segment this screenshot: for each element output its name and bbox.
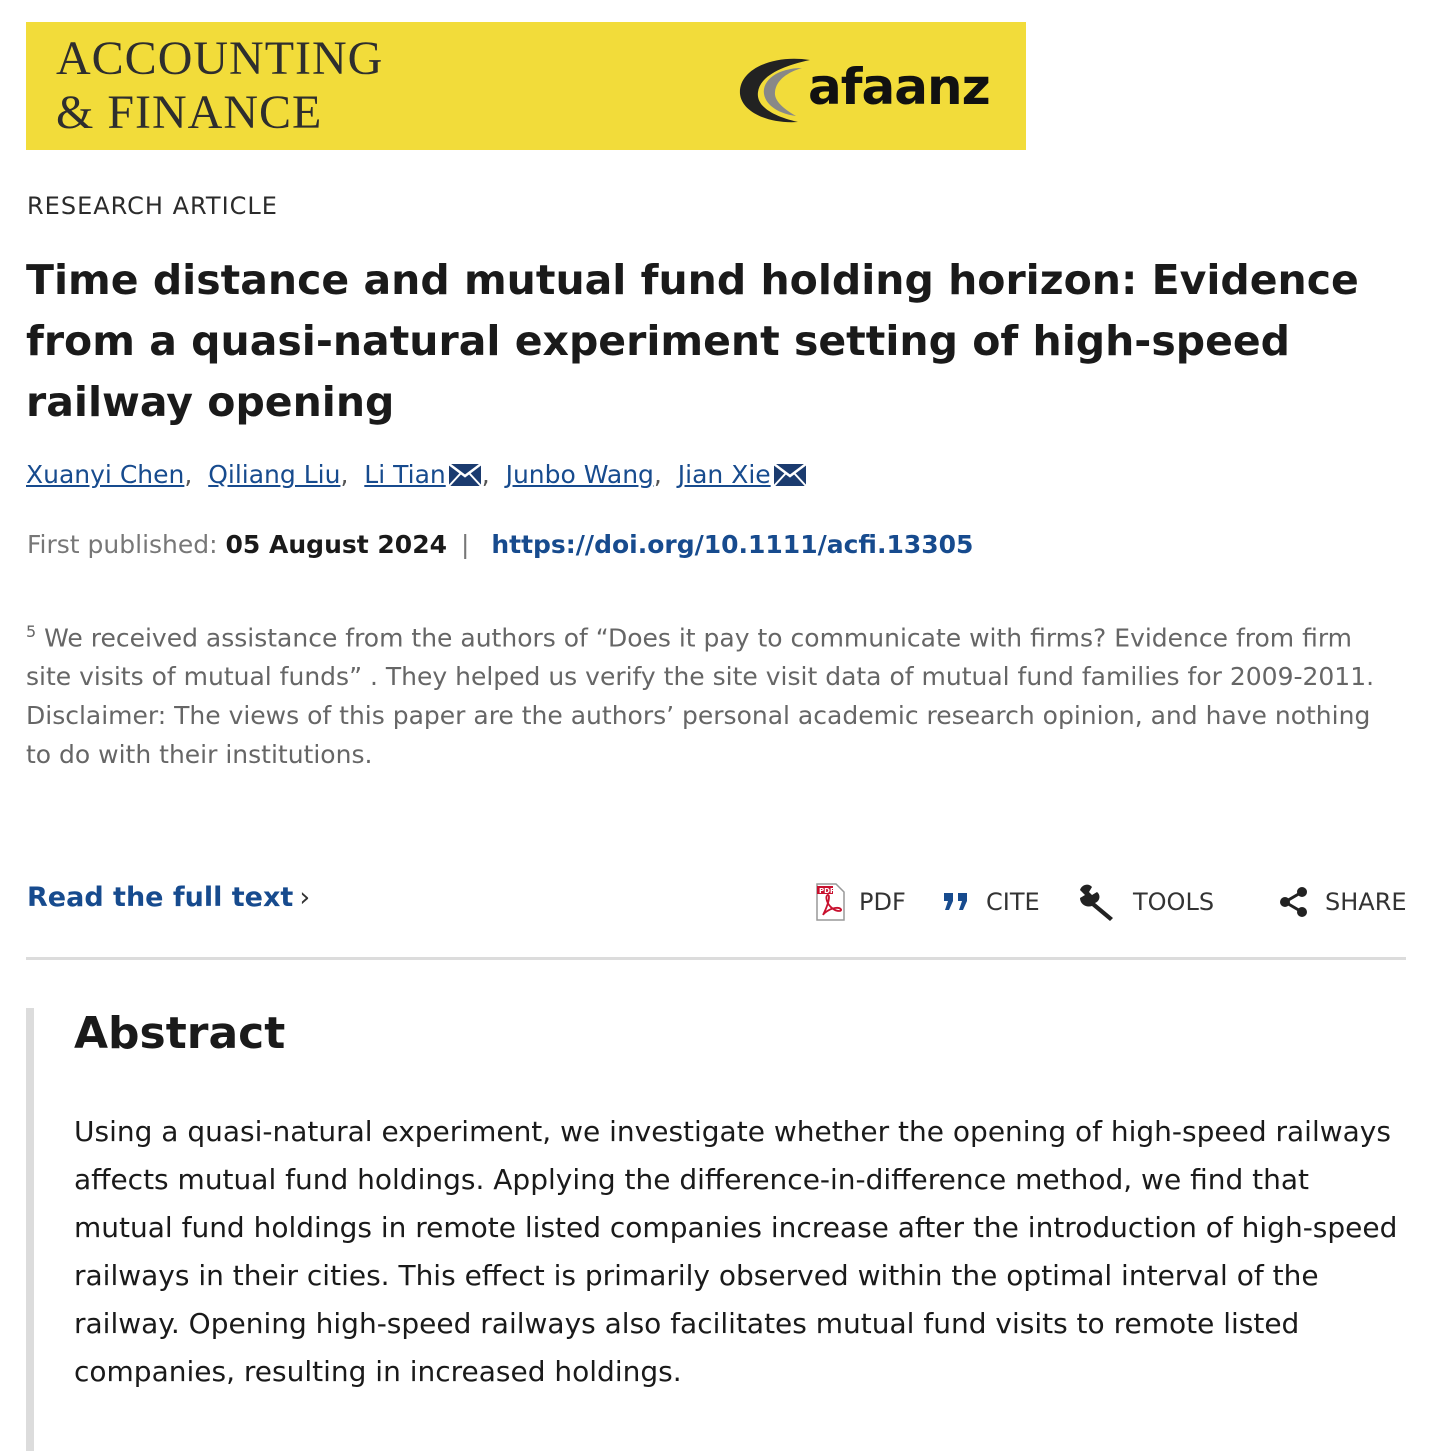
section-divider (26, 957, 1406, 960)
share-button[interactable] (1277, 882, 1407, 922)
pdf-icon (815, 883, 845, 921)
cite-label: CITE (986, 888, 1040, 916)
quote-icon (942, 890, 972, 914)
author-link[interactable]: Li Tian (364, 460, 446, 489)
footnote-marker: 5 (26, 622, 37, 641)
tools-button[interactable] (1077, 882, 1214, 922)
article-type: RESEARCH ARTICLE (27, 192, 278, 220)
article-title: Time distance and mutual fund holding horizon: Evidence from a quasi-natural experiment setting of high-speed railway opening (26, 256, 1359, 426)
wrench-icon (1077, 882, 1119, 922)
journal-title-line2: & FINANCE (56, 86, 323, 139)
abstract-section (26, 1008, 1424, 1451)
share-icon (1277, 885, 1311, 919)
abstract-heading: Abstract (74, 1008, 286, 1059)
author-list (26, 460, 807, 493)
doi-link[interactable]: https://doi.org/10.1111/acfi.13305 (491, 530, 974, 559)
footnote-text: We received assistance from the authors of “Does it pay to communicate with firms? Evidence from firm site visits of mutual funds” . They helped us verify the site visit data of mutual fund families for 2009-2011. (26, 623, 1375, 692)
read-full-text-link[interactable] (27, 882, 310, 913)
separator: | (460, 530, 470, 559)
envelope-icon[interactable] (448, 463, 482, 493)
pdf-button[interactable] (815, 882, 906, 922)
chevron-right-icon: › (299, 882, 311, 913)
pdf-label: PDF (859, 888, 906, 916)
author-link[interactable]: Jian Xie (677, 460, 771, 489)
publication-info (27, 530, 973, 559)
cite-button[interactable] (942, 882, 1040, 922)
journal-banner[interactable] (26, 22, 1026, 150)
abstract-text: Using a quasi-natural experiment, we investigate whether the opening of high-speed railways affects mutual fund holdings. Applying the difference-in-difference method, we find that mutual fund holdings in remote listed companies increase after the introduction of high-speed railways in their cities. This effect is primarily observed within the optimal interval of the railway. Opening high-speed railways also facilitates mutual fund visits to remote listed companies, resulting in increased holdings. (74, 1115, 1398, 1388)
author-separator: , (653, 460, 662, 489)
author-separator: , (340, 460, 349, 489)
author-separator: , (481, 460, 490, 489)
share-label: SHARE (1325, 888, 1407, 916)
disclaimer-text: Disclaimer: The views of this paper are the authors’ personal academic research opinion, and have nothing to do with their institutions. (26, 701, 1371, 770)
article-footnote (26, 612, 1396, 774)
author-link[interactable]: Xuanyi Chen (26, 460, 185, 489)
author-link[interactable]: Qiliang Liu (208, 460, 341, 489)
read-full-text-label: Read the full text (27, 882, 294, 913)
author-link[interactable]: Junbo Wang (505, 460, 654, 489)
published-date: 05 August 2024 (225, 530, 447, 559)
pdf-icon-badge: PDF (819, 887, 835, 895)
published-label: First published: (27, 530, 218, 559)
journal-title (56, 32, 383, 140)
afaanz-logo (732, 48, 1012, 128)
journal-title-line1: ACCOUNTING (56, 32, 384, 85)
footnote-text-paragraph (26, 612, 1396, 696)
tools-label: TOOLS (1133, 888, 1215, 916)
afaanz-logo-text: afaanz (808, 58, 990, 116)
author-separator: , (184, 460, 193, 489)
envelope-icon[interactable] (773, 463, 807, 493)
